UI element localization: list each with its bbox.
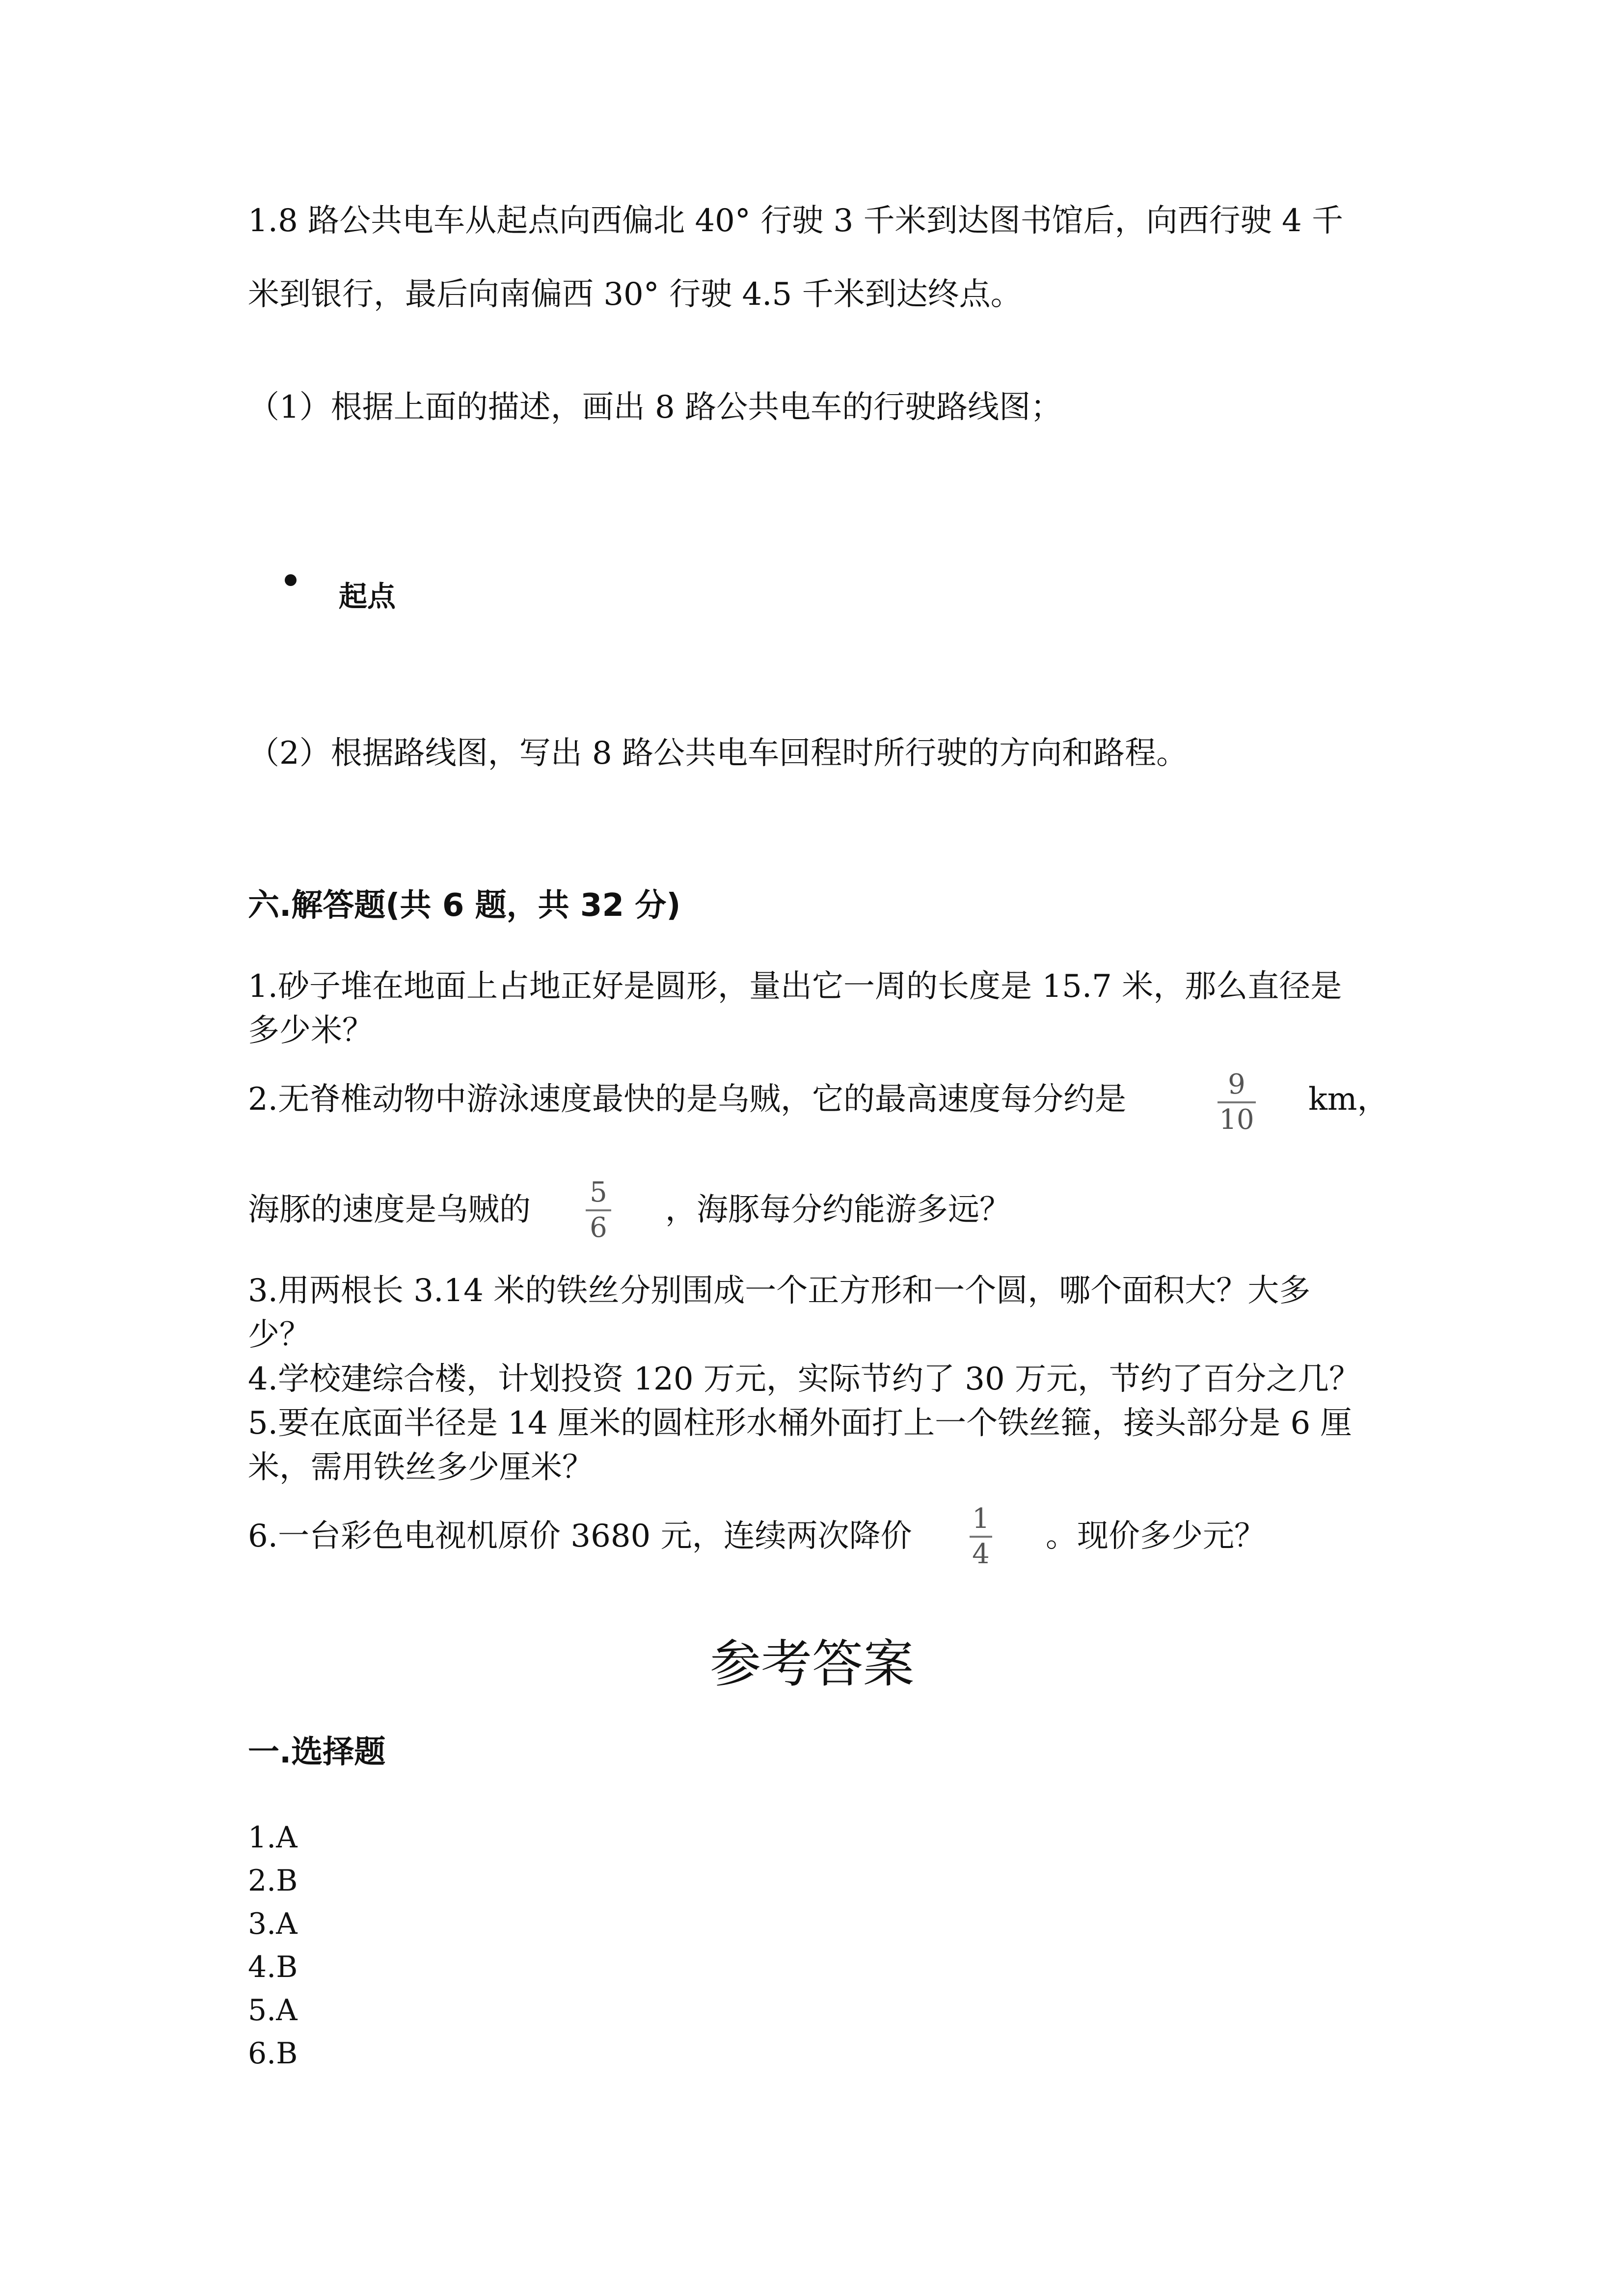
answers-title: 参考答案 <box>709 1634 914 1694</box>
q1-line1: 1.砂子堆在地面上占地正好是圆形，量出它一周的长度是 15.7 米，那么直径是 <box>248 968 1342 1005</box>
q2-frac2-denominator: 6 <box>590 1212 607 1244</box>
answer-item-5: 5.A <box>248 1993 298 2028</box>
fraction-bar <box>970 1536 992 1538</box>
q6-prefix: 6.一台彩色电视机原价 3680 元，连续两次降价 <box>248 1518 912 1554</box>
q6-frac-denominator: 4 <box>972 1538 990 1570</box>
q2-fraction-5-6 <box>586 1178 611 1243</box>
q6-suffix: 。现价多少元？ <box>1046 1518 1266 1554</box>
q2-frac-denominator: 10 <box>1219 1104 1254 1136</box>
q5-line1: 5.要在底面半径是 14 厘米的圆柱形水桶外面打上一个铁丝箍，接头部分是 6 厘 <box>248 1405 1352 1442</box>
start-point-label: 起点 <box>339 580 396 613</box>
answer-item-3: 3.A <box>248 1907 298 1941</box>
problem1-part2: （2）根据路线图，写出 8 路公共电车回程时所行驶的方向和路程。 <box>248 735 1188 772</box>
answer-item-1: 1.A <box>248 1820 298 1855</box>
fraction-bar <box>586 1209 611 1211</box>
problem1-line2: 米到银行，最后向南偏西 30° 行驶 4.5 千米到达终点。 <box>248 276 1022 313</box>
q3-line2: 少？ <box>248 1317 311 1353</box>
q2-line2-suffix: ，海豚每分约能游多远？ <box>665 1192 1011 1228</box>
q6-frac-numerator: 1 <box>972 1503 990 1535</box>
q6-fraction-1-4 <box>970 1504 992 1569</box>
answer-item-2: 2.B <box>248 1864 298 1898</box>
answers-section1-heading: 一.选择题 <box>248 1734 386 1770</box>
start-point-dot <box>285 574 297 586</box>
q2-line1-suffix: km， <box>1308 1081 1389 1118</box>
problem1-part1: （1）根据上面的描述，画出 8 路公共电车的行驶路线图； <box>248 389 1062 426</box>
q2-frac-numerator: 9 <box>1228 1068 1245 1100</box>
q3-line1: 3.用两根长 3.14 米的铁丝分别围成一个正方形和一个圆，哪个面积大？大多 <box>248 1273 1311 1309</box>
problem1-line1: 1.8 路公共电车从起点向西偏北 40° 行驶 3 千米到达图书馆后，向西行驶 4 千 <box>248 203 1344 239</box>
q4: 4.学校建综合楼，计划投资 120 万元，实际节约了 30 万元，节约了百分之几？ <box>248 1361 1361 1397</box>
q2-fraction-9-10 <box>1218 1070 1256 1135</box>
answer-item-6: 6.B <box>248 2036 298 2071</box>
q5-line2: 米，需用铁丝多少厘米？ <box>248 1449 594 1486</box>
q1-line2: 多少米？ <box>248 1013 374 1049</box>
fraction-bar <box>1218 1101 1256 1103</box>
answer-item-4: 4.B <box>248 1950 298 1984</box>
q2-line2-prefix: 海豚的速度是乌贼的 <box>248 1192 531 1228</box>
q2-frac2-numerator: 5 <box>590 1176 607 1208</box>
section6-heading: 六.解答题(共 6 题，共 32 分) <box>248 887 681 924</box>
q2-line1-prefix: 2.无脊椎动物中游泳速度最快的是乌贼，它的最高速度每分约是 <box>248 1081 1127 1118</box>
